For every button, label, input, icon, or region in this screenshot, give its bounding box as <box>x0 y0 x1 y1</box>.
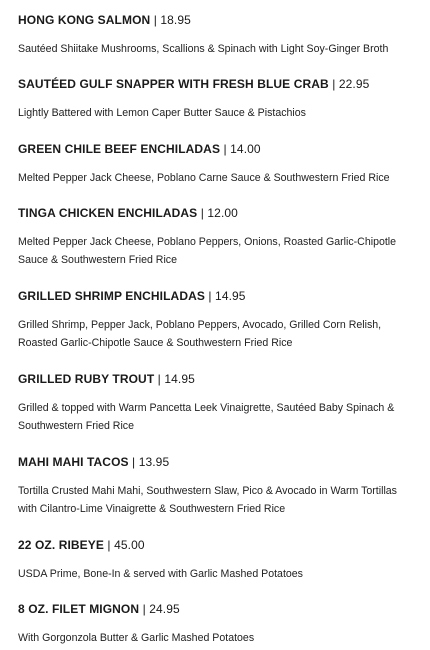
menu-item-grilled-shrimp-enchiladas <box>18 288 418 352</box>
menu-item-tinga-chicken-enchiladas <box>18 205 418 269</box>
item-price: 14.00 <box>230 142 261 156</box>
item-title: HONG KONG SALMON | 18.95 <box>18 13 191 27</box>
item-price: 24.95 <box>149 602 180 616</box>
item-price: 12.00 <box>207 206 238 220</box>
item-name: SAUTÉED GULF SNAPPER WITH FRESH BLUE CRAB <box>18 77 329 91</box>
item-price: 18.95 <box>160 13 191 27</box>
item-description: Melted Pepper Jack Cheese, Poblano Peppers, Onions, Roasted Garlic-Chipotle Sauce & Southwestern Fried Rice <box>18 236 397 266</box>
item-price: 13.95 <box>138 455 170 469</box>
item-name: HONG KONG SALMON <box>18 13 151 27</box>
item-title: GREEN CHILE BEEF ENCHILADAS | 14.00 <box>18 142 261 156</box>
item-description: Sautéed Shiitake Mushrooms, Scallions & Spinach with Light Soy-Ginger Broth <box>18 43 389 55</box>
item-title: MAHI MAHI TACOS | 13.95 <box>18 455 170 469</box>
item-price: 14.95 <box>164 372 195 386</box>
item-name: 8 OZ. FILET MIGNON <box>18 602 140 616</box>
item-description: Grilled & topped with Warm Pancetta Leek Vinaigrette, Sautéed Baby Spinach & Southwestern Fried Rice <box>18 402 395 432</box>
item-description: With Gorgonzola Butter & Garlic Mashed Potatoes <box>18 632 255 644</box>
item-price: 45.00 <box>114 538 145 552</box>
item-description: Grilled Shrimp, Pepper Jack, Poblano Peppers, Avocado, Grilled Corn Relish, Roasted Garlic-Chipotle Sauce & Southwestern Fried Rice <box>18 319 382 349</box>
item-description: USDA Prime, Bone-In & served with Garlic Mashed Potatoes <box>18 568 303 580</box>
menu-item-ribeye <box>18 537 418 583</box>
menu-item-hong-kong-salmon <box>18 12 418 58</box>
item-name: GRILLED RUBY TROUT <box>18 372 155 386</box>
item-name: TINGA CHICKEN ENCHILADAS <box>18 206 198 220</box>
item-description: Melted Pepper Jack Cheese, Poblano Carne Sauce & Southwestern Fried Rice <box>18 172 390 184</box>
item-name: GREEN CHILE BEEF ENCHILADAS <box>18 142 221 156</box>
item-title: GRILLED SHRIMP ENCHILADAS | 14.95 <box>18 289 246 303</box>
item-title: GRILLED RUBY TROUT | 14.95 <box>18 372 195 386</box>
item-description: Tortilla Crusted Mahi Mahi, Southwestern Slaw, Pico & Avocado in Warm Tortillas with Cilantro-Lime Vinaigrette & Southwestern Fried Rice <box>18 485 397 515</box>
item-price: 14.95 <box>215 289 246 303</box>
item-title: 22 OZ. RIBEYE | 45.00 <box>18 538 145 552</box>
item-title: SAUTÉED GULF SNAPPER WITH FRESH BLUE CRAB | 22.95 <box>18 77 370 91</box>
item-name: MAHI MAHI TACOS <box>18 455 129 469</box>
item-description: Lightly Battered with Lemon Caper Butter Sauce & Pistachios <box>18 107 306 119</box>
menu-item-grilled-ruby-trout <box>18 371 418 435</box>
item-price: 22.95 <box>338 77 370 91</box>
menu-item-mahi-mahi-tacos <box>18 454 418 518</box>
menu-item-gulf-snapper <box>18 76 418 122</box>
item-title: TINGA CHICKEN ENCHILADAS | 12.00 <box>18 206 238 220</box>
menu-item-green-chile-enchiladas <box>18 141 418 187</box>
item-name: 22 OZ. RIBEYE <box>18 538 104 552</box>
item-name: GRILLED SHRIMP ENCHILADAS <box>18 289 205 303</box>
menu-item-filet-mignon <box>18 601 418 647</box>
item-title: 8 OZ. FILET MIGNON | 24.95 <box>18 602 180 616</box>
